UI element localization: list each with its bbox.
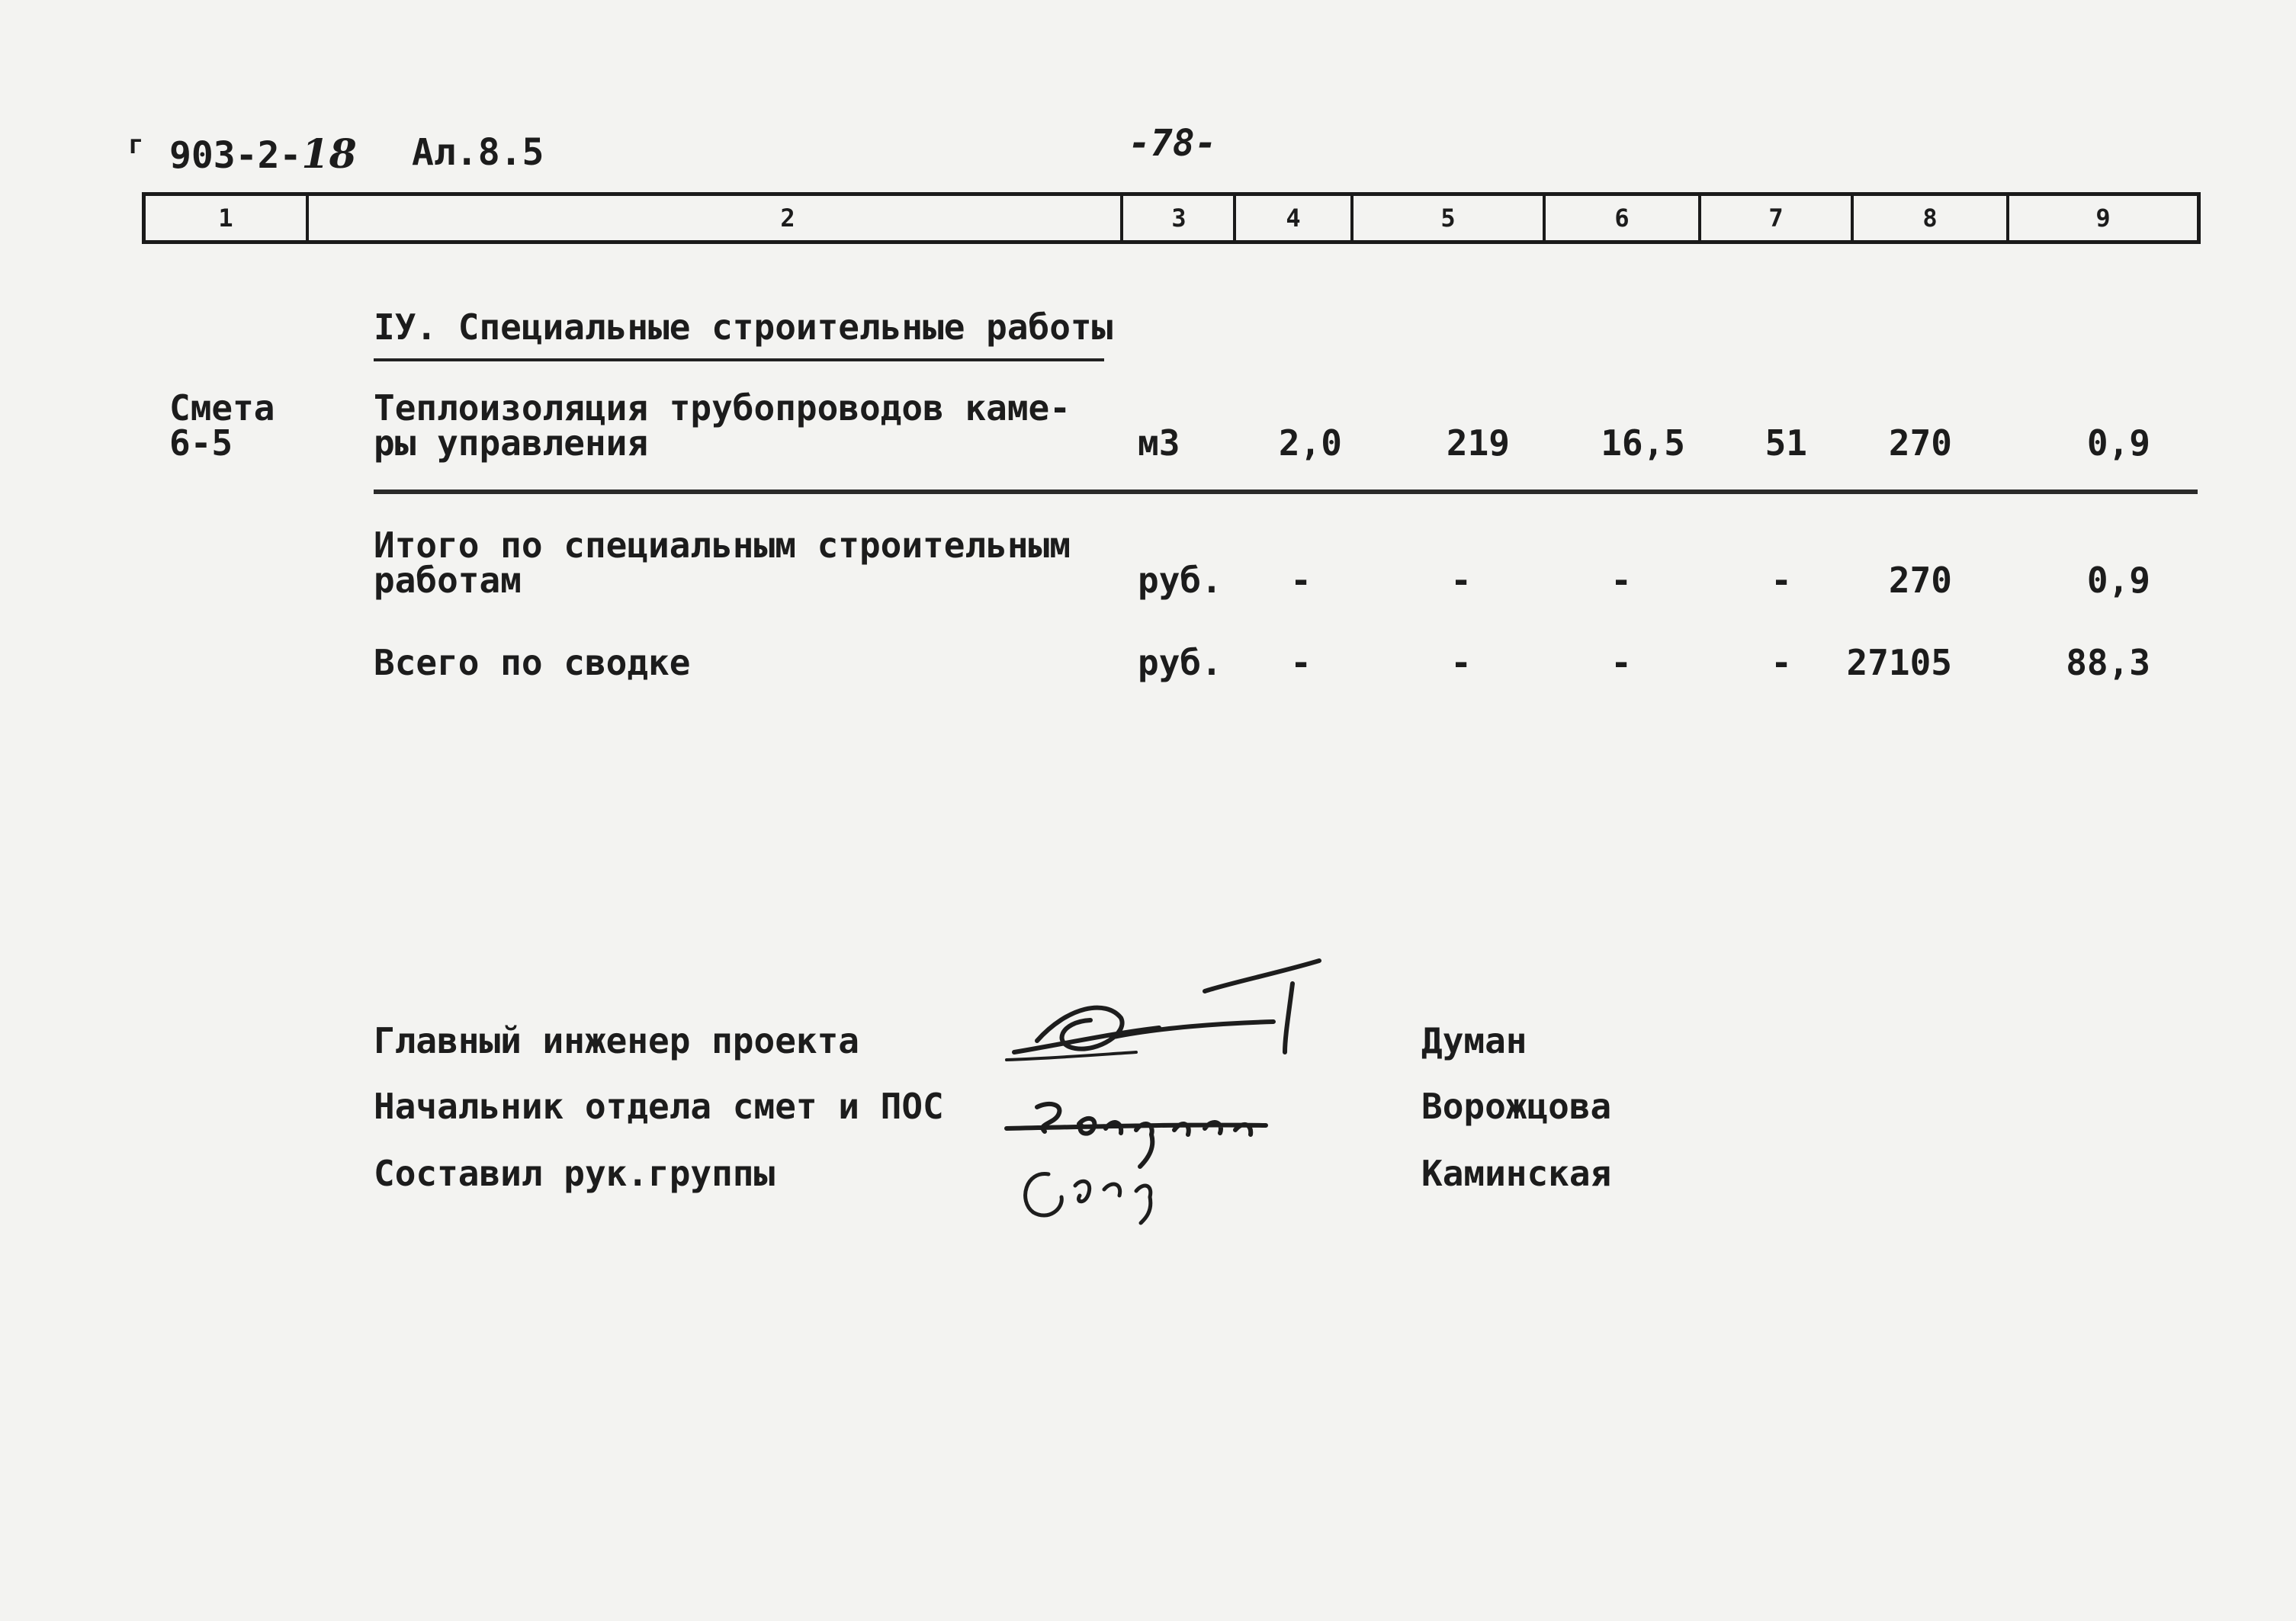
page-number: -78- [1129, 122, 1217, 165]
total-name-line-1: Итого по специальным строительным [374, 525, 1071, 566]
column-5-value: - [1450, 642, 1472, 683]
row-separator-rule [374, 490, 2198, 494]
signature-chief-engineer [1014, 961, 1319, 1052]
column-header-3: 3 [1171, 204, 1187, 233]
signatory-name: Думан [1421, 1020, 1527, 1061]
work-name-line-2: ры управления [374, 422, 649, 464]
section-heading: IУ. Специальные строительные работы [374, 307, 1113, 348]
signature-group-lead [1026, 1174, 1151, 1223]
column-6-value: - [1610, 642, 1632, 683]
column-header-2: 2 [780, 204, 795, 233]
document-code [169, 131, 357, 178]
handwritten-signatures [991, 938, 1418, 1258]
document-code-suffix: 18 [301, 131, 357, 178]
estimate-reference-label: Смета [169, 387, 275, 429]
column-header-8: 8 [1922, 204, 1938, 233]
column-header-4: 4 [1286, 204, 1301, 233]
total-name-line-2: работам [374, 560, 522, 601]
column-header-strip [142, 192, 2201, 244]
unit-cell: руб. [1138, 642, 1222, 683]
work-name-line-1: Теплоизоляция трубопроводов каме- [374, 387, 1071, 429]
column-6-value: - [1610, 560, 1632, 601]
column-7-value: 51 [1765, 422, 1807, 464]
column-8-value: 270 [1888, 422, 1952, 464]
signature-head-of-estimates [1007, 1104, 1266, 1167]
column-header-6: 6 [1614, 204, 1630, 233]
signatory-role: Начальник отдела смет и ПОС [374, 1086, 944, 1127]
column-4-value: - [1290, 642, 1312, 683]
column-4-value: 2,0 [1278, 422, 1342, 464]
column-9-value: 0,9 [2086, 422, 2150, 464]
estimate-reference-number: 6-5 [169, 422, 233, 464]
column-8-value: 27105 [1846, 642, 1952, 683]
unit-cell: руб. [1138, 560, 1222, 601]
signatory-role: Составил рук.группы [374, 1153, 776, 1194]
column-5-value: 219 [1446, 422, 1510, 464]
column-9-value: 0,9 [2086, 560, 2150, 601]
column-7-value: - [1771, 642, 1792, 683]
unit-cell: м3 [1138, 422, 1180, 464]
column-7-value: - [1771, 560, 1792, 601]
signatory-name: Ворожцова [1421, 1086, 1612, 1127]
column-8-value: 270 [1888, 560, 1952, 601]
column-4-value: - [1290, 560, 1312, 601]
column-header-1: 1 [218, 204, 233, 233]
signatory-name: Каминская [1421, 1153, 1612, 1194]
signatory-role: Главный инженер проекта [374, 1020, 859, 1061]
section-heading-underline [374, 358, 1104, 361]
album-reference: Ал.8.5 [412, 131, 544, 174]
grand-total-name: Всего по сводке [374, 642, 691, 683]
document-code-prefix: 903-2- [169, 134, 302, 177]
column-header-5: 5 [1440, 204, 1456, 233]
column-header-9: 9 [2095, 204, 2111, 233]
column-6-value: 16,5 [1601, 422, 1685, 464]
column-9-value: 88,3 [2066, 642, 2150, 683]
corner-mark: г [128, 130, 144, 160]
column-header-7: 7 [1768, 204, 1784, 233]
column-5-value: - [1450, 560, 1472, 601]
